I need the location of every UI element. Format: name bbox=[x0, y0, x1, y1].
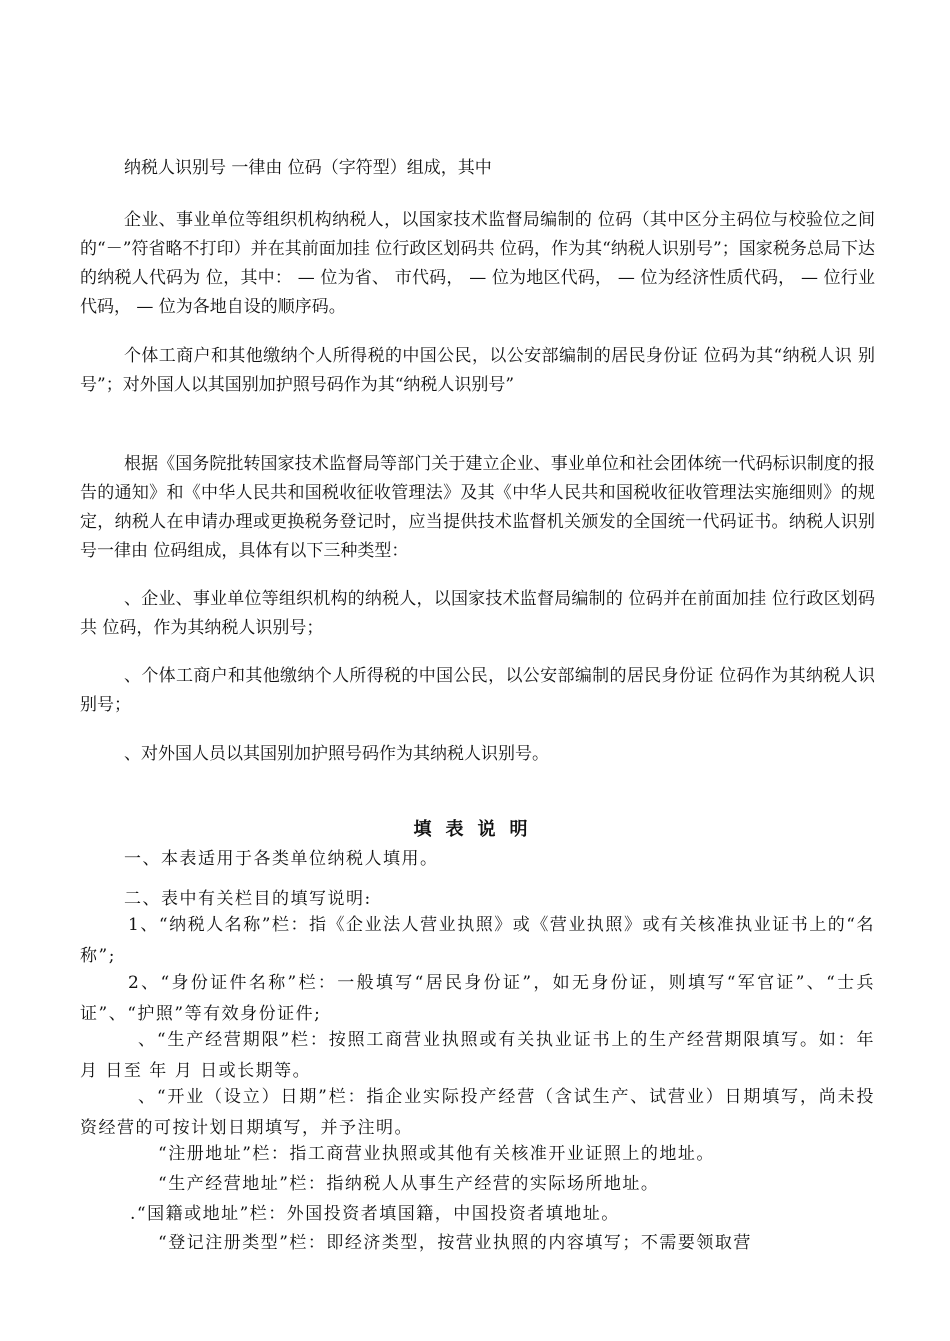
type-one-paragraph: 、企业、事业单位等组织机构的纳税人，以国家技术监督局编制的 位码并在前面加挂 位行政区划码共 位码，作为其纳税人识别号； bbox=[80, 589, 875, 638]
type-two-paragraph: 、个体工商户和其他缴纳个人所得税的中国公民，以公安部编制的居民身份证 位码作为其纳税人识别号； bbox=[80, 666, 875, 715]
instruction-registered-address: “注册地址”栏：指工商营业执照或其他有关核准开业证照上的地址。 bbox=[158, 1144, 715, 1164]
instruction-nationality: .“国籍或地址”栏：外国投资者填国籍，中国投资者填地址。 bbox=[130, 1204, 620, 1224]
instruction-id-document: 2、“身份证件名称”栏：一般填写“居民身份证”，如无身份证，则填写“军官证”、“士兵证”、“护照”等有效身份证件; bbox=[80, 973, 875, 1024]
regulation-paragraph: 根据《国务院批转国家技术监督局等部门关于建立企业、事业单位和社会团体统一代码标识制度的报告的通知》和《中华人民共和国税收征收管理法》及其《中华人民共和国税收征收管理法实施细则》的规定，纳税人在申请办理或更换税务登记时，应当提供技术监督机关颁发的全国统一代码证书。纳税人识别号一律由 位码组成，具体有以下三种类型： bbox=[80, 454, 875, 561]
instruction-scope: 一、本表适用于各类单位纳税人填用。 bbox=[124, 849, 439, 869]
instruction-fields-heading: 二、表中有关栏目的填写说明: bbox=[124, 889, 372, 909]
individual-id-paragraph: 个体工商户和其他缴纳个人所得税的中国公民，以公安部编制的居民身份证 位码为其“纳税人识 别号”；对外国人以其国别加护照号码作为其“纳税人识别号” bbox=[80, 346, 875, 395]
type-three-paragraph: 、对外国人员以其国别加护照号码作为其纳税人识别号。 bbox=[124, 744, 549, 764]
taxpayer-id-intro: 纳税人识别号 一律由 位码（字符型）组成，其中 bbox=[124, 158, 492, 178]
document-page bbox=[80, 0, 875, 1341]
enterprise-id-paragraph: 企业、事业单位等组织机构纳税人，以国家技术监督局编制的 位码（其中区分主码位与校验位之间 的“－”符省略不打印）并在其前面加挂 位行政区划码共 位码，作为其“纳税人识别号”；国家税务总局下达的纳税人代码为 位，其中： — 位为省、 市代码， — 位为地区代码， — 位为经济性质代码， — 位行业代码， — 位为各地自设的顺序码。 bbox=[80, 210, 875, 317]
instruction-business-address: “生产经营地址”栏：指纳税人从事生产经营的实际场所地址。 bbox=[158, 1174, 660, 1194]
instruction-opening-date: 、“开业（设立）日期”栏：指企业实际投产经营（含试生产、试营业）日期填写，尚未投资经营的可按计划日期填写，并予注明。 bbox=[80, 1087, 875, 1138]
instruction-registration-type: “登记注册类型”栏：即经济类型，按营业执照的内容填写；不需要领取营 bbox=[158, 1233, 752, 1253]
instruction-business-period: 、“生产经营期限”栏：按照工商营业执照或有关执业证书上的生产经营期限填写。如：年 月 日至 年 月 日或长期等。 bbox=[80, 1030, 875, 1081]
instructions-title: 填表说明 bbox=[413, 819, 542, 840]
instruction-taxpayer-name: 1、“纳税人名称”栏：指《企业法人营业执照》或《营业执照》或有关核准执业证书上的“名称”; bbox=[80, 915, 875, 966]
